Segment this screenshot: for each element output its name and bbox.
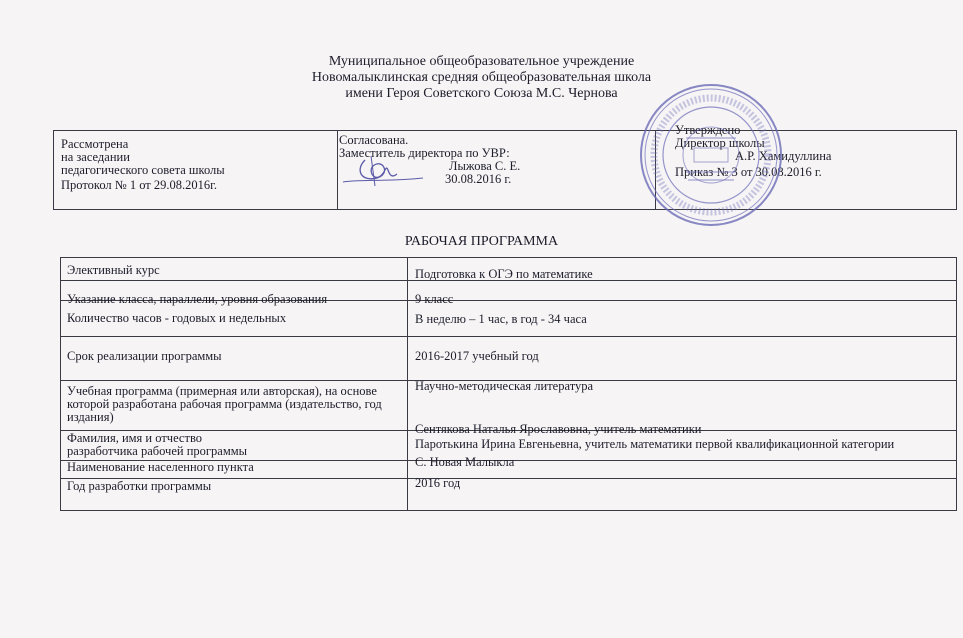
document-title: РАБОЧАЯ ПРОГРАММА [404,234,559,249]
row-label: Элективный курс [67,263,160,277]
row-value: 9 класс [415,292,454,306]
approved-position: Директор школы [675,136,765,150]
table-row [61,300,956,337]
row-value: 2016 год [415,476,461,490]
approved-title: Утверждено [675,123,741,137]
row-label: Год разработки программы [67,479,212,493]
agreed-title: Согласована. [339,133,409,147]
approved-order: Приказ № 3 от 30.08.2016 г. [675,165,822,179]
signature-icon [341,152,425,192]
row-label: разработчика рабочей программы [67,444,248,458]
row-value: В неделю – 1 час, в год - 34 часа [415,312,587,326]
agreed-name: Лыжова С. Е. [449,159,521,173]
row-value: Сентякова Наталья Ярославовна, учитель математики [415,422,702,436]
table-row [61,455,956,479]
reviewed-protocol: Протокол № 1 от 29.08.2016г. [61,178,217,192]
approved-name: А.Р. Хамидуллина [735,149,832,163]
row-label: издания) [67,410,114,424]
row-label: Фамилия, имя и отчество [67,431,203,445]
official-seal-icon [638,82,784,228]
table-row [61,258,956,281]
row-value: Научно-методическая литература [415,379,594,393]
row-label: Указание класса, параллели, уровня образования [67,292,328,306]
row-label: Срок реализации программы [67,349,222,363]
row-value: Подготовка к ОГЭ по математике [415,267,593,281]
row-value: С. Новая Малыкла [415,455,515,469]
row-label: Учебная программа (примерная или авторская), на основе [67,384,377,398]
agreed-position: Заместитель директора по УВР: [339,146,510,160]
row-label: которой разработана рабочая программа (издательство, год [67,397,382,411]
row-label: Количество часов - годовых и недельных [67,311,287,325]
table-row [61,478,956,512]
reviewed-council: педагогического совета школы [61,163,225,177]
table-row [61,280,956,306]
program-table [60,257,957,511]
school-type: Муниципальное общеобразовательное учреждение [328,54,635,69]
reviewed-title: Рассмотрена [61,137,129,151]
row-label: Наименование населенного пункта [67,460,254,474]
reviewed-line: на заседании [61,150,130,164]
row-value: 2016-2017 учебный год [415,349,539,363]
reviewed-cell [54,131,338,209]
school-honorific: имени Героя Советского Союза М.С. Чернова [345,86,618,101]
approval-table [53,123,957,210]
table-row [61,336,956,381]
agreed-date: 30.08.2016 г. [445,172,512,186]
row-value: Паротькина Ирина Евгеньевна, учитель математики первой квалификационной категории [415,437,895,451]
school-name: Новомалыклинская средняя общеобразовательная школа [311,70,652,85]
